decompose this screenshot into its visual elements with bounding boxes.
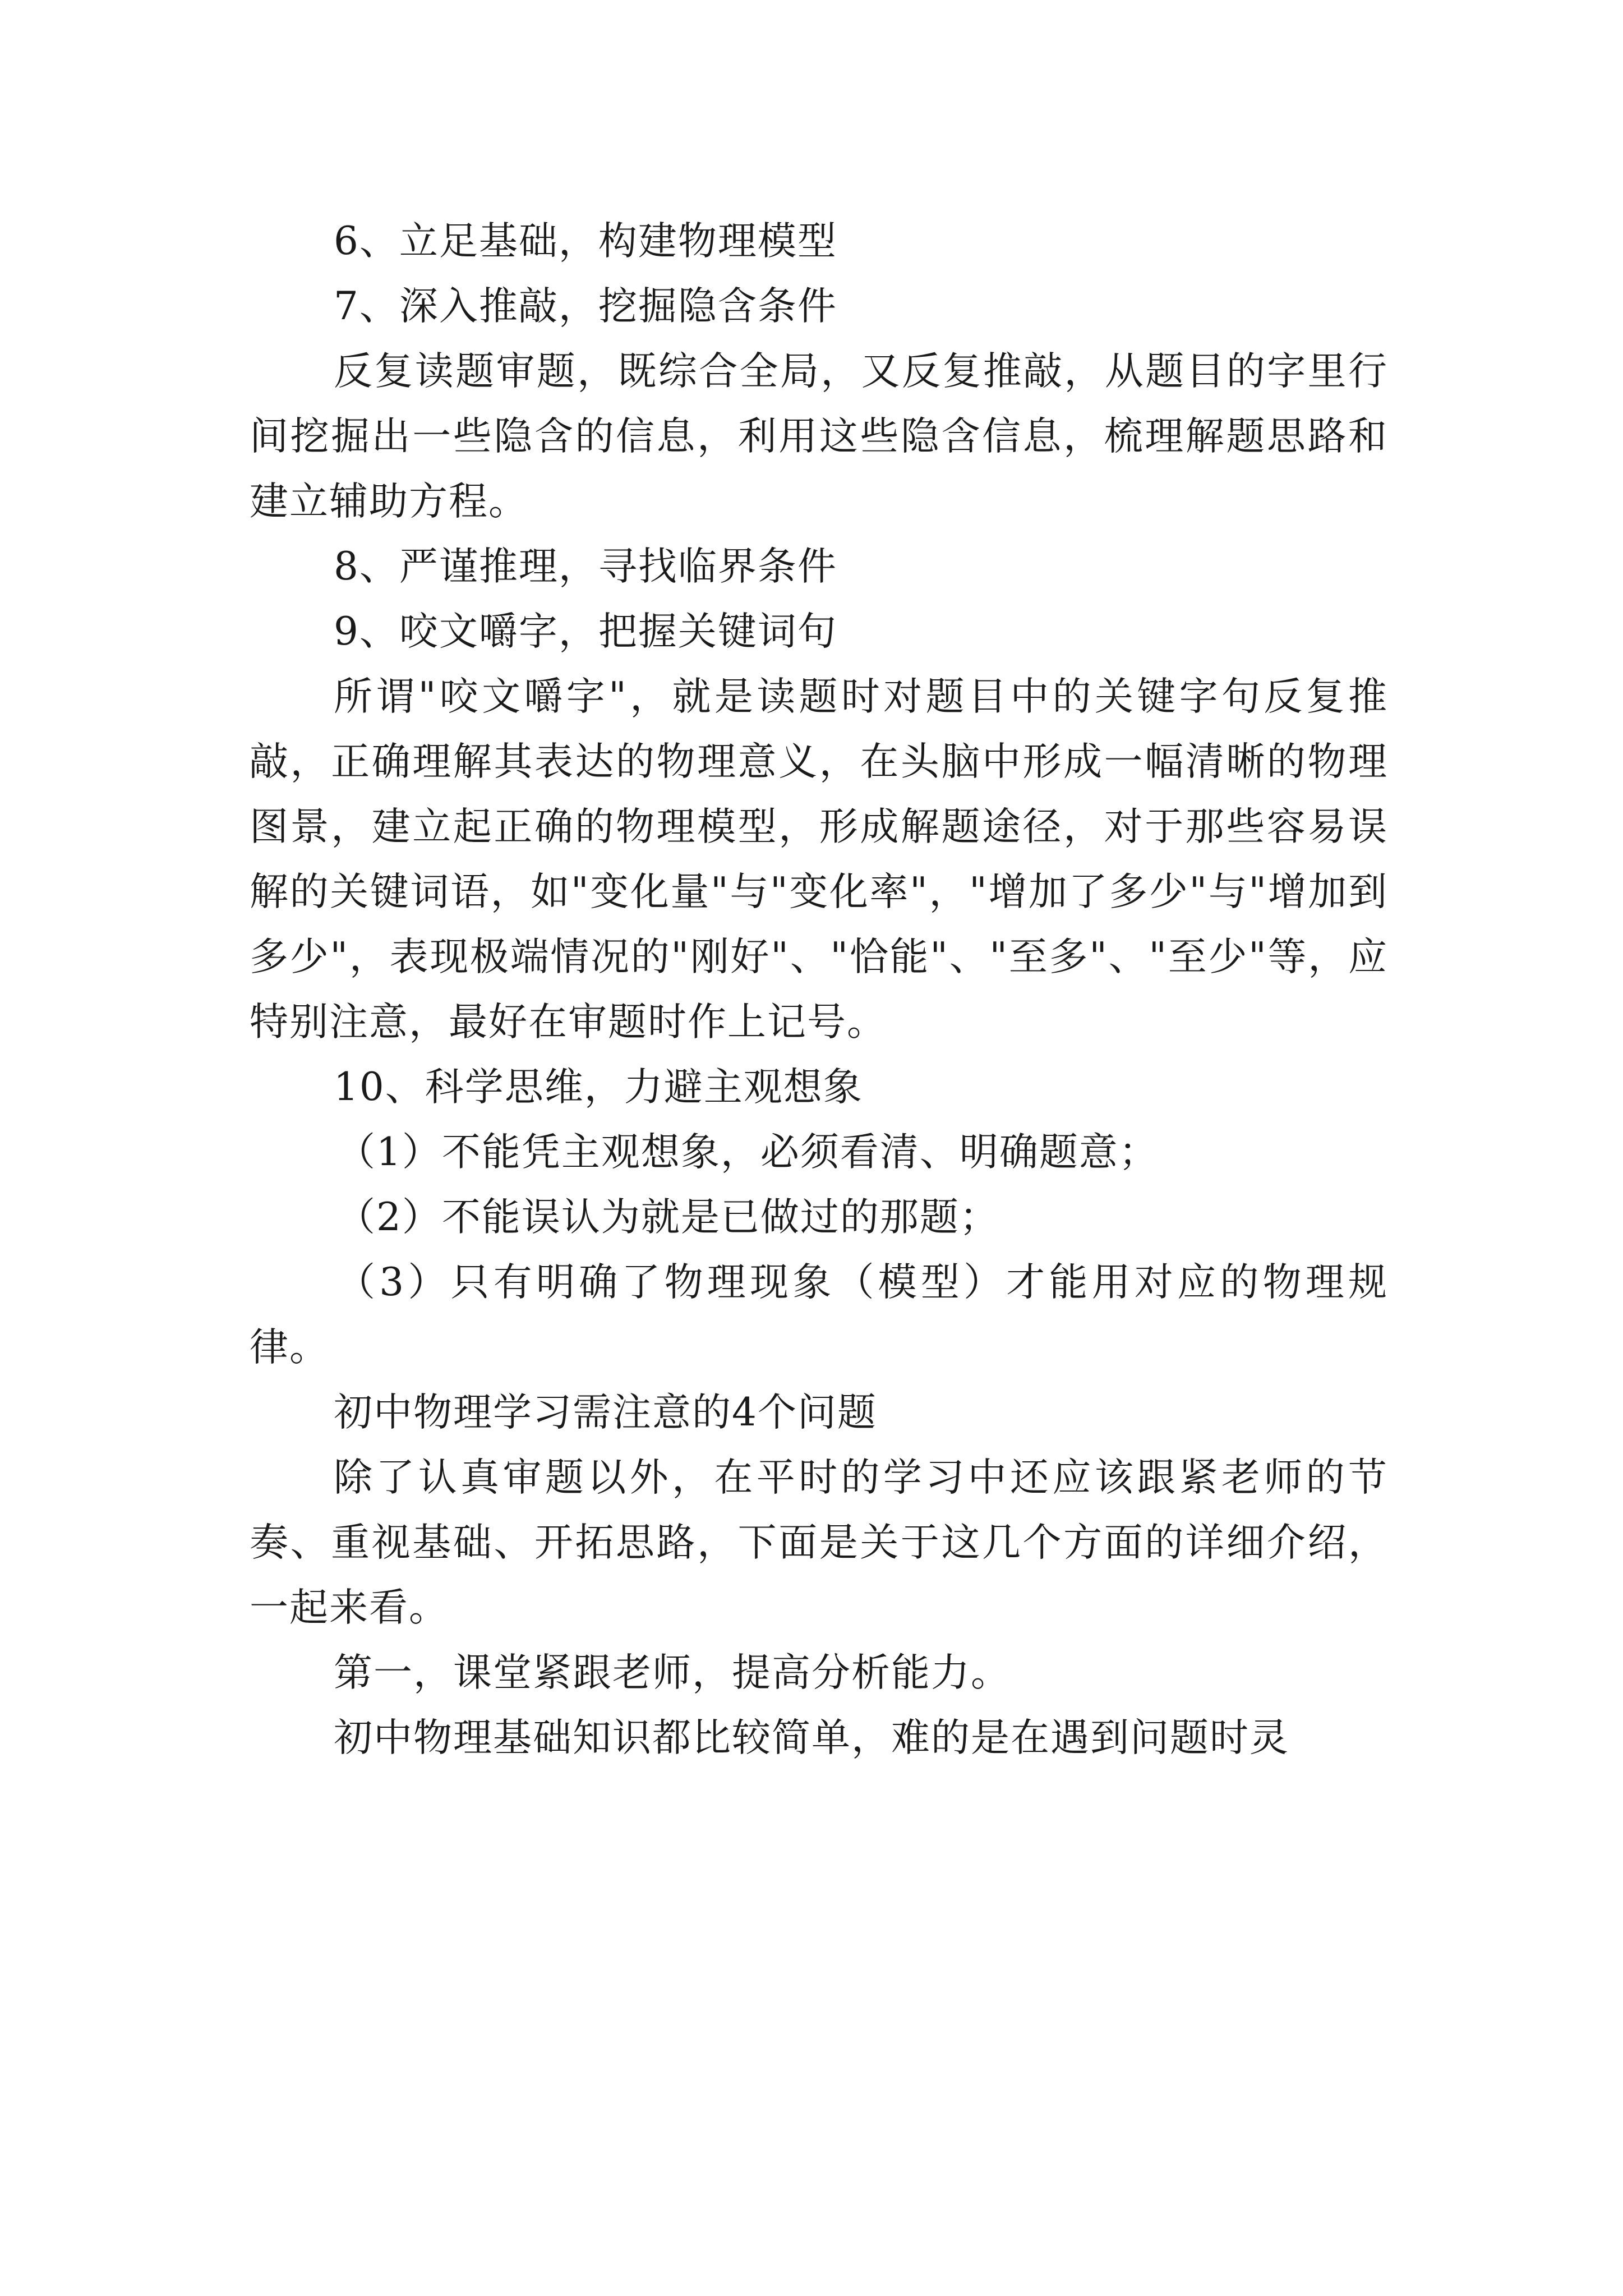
paragraph-reading-carefully: 反复读题审题，既综合全局，又反复推敲，从题目的字里行间挖掘出一些隐含的信息，利用这些隐含信息，梳理解题思路和建立辅助方程。 (250, 349, 1388, 524)
section-heading-10: 10、科学思维，力避主观想象 (334, 1065, 863, 1110)
document-body (250, 209, 1388, 1770)
list-item-1: （1）不能凭主观想象，必须看清、明确题意； (336, 1130, 1159, 1175)
section-heading-6: 6、立足基础，构建物理模型 (334, 219, 837, 264)
paragraph-basics: 初中物理基础知识都比较简单，难的是在遇到问题时灵 (334, 1715, 1289, 1760)
section-heading-7: 7、深入推敲，挖掘隐含条件 (334, 284, 837, 329)
article-subtitle: 初中物理学习需注意的4个问题 (334, 1390, 877, 1435)
paragraph-intro: 除了认真审题以外，在平时的学习中还应该跟紧老师的节奏、重视基础、开拓思路，下面是关于这几个方面的详细介绍，一起来看。 (250, 1455, 1388, 1630)
point-heading-1: 第一，课堂紧跟老师，提高分析能力。 (334, 1650, 1011, 1695)
section-heading-8: 8、严谨推理，寻找临界条件 (334, 544, 837, 589)
list-item-3: （3）只有明确了物理现象（模型）才能用对应的物理规律。 (250, 1260, 1388, 1370)
section-heading-9: 9、咬文嚼字，把握关键词句 (334, 609, 837, 654)
paragraph-key-words: 所谓"咬文嚼字"，就是读题时对题目中的关键字句反复推敲，正确理解其表达的物理意义，在头脑中形成一幅清晰的物理图景，建立起正确的物理模型，形成解题途径，对于那些容易误解的关键词语，如"变化量"与"变化率"，"增加了多少"与"增加到多少"，表现极端情况的"刚好"、"恰能"、"至多"、"至少"等，应特别注意，最好在审题时作上记号。 (250, 674, 1388, 1045)
list-item-2: （2）不能误认为就是已做过的那题； (336, 1195, 999, 1240)
